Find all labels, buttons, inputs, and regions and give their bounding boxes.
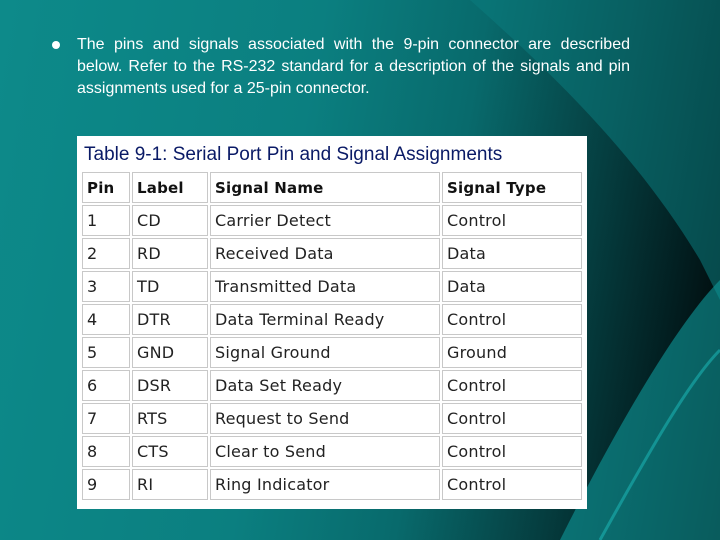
bullet-paragraph: The pins and signals associated with the 9-pin connector are described below. Refer to the RS-232 standard for a description of the signals and pin assignments used for a 25-pin connector. [77,36,630,97]
table-row [82,271,582,302]
signal-table-image [77,136,587,509]
cell-signal-type: Ground [442,337,582,368]
cell-signal-name: Transmitted Data [210,271,440,302]
cell-label: DSR [132,370,208,401]
header-signal-name: Signal Name [210,172,440,203]
cell-pin: 3 [82,271,130,302]
cell-pin: 2 [82,238,130,269]
cell-pin: 5 [82,337,130,368]
cell-pin: 9 [82,469,130,500]
cell-signal-name: Data Set Ready [210,370,440,401]
cell-pin: 6 [82,370,130,401]
cell-pin: 7 [82,403,130,434]
cell-signal-type: Control [442,469,582,500]
cell-label: RI [132,469,208,500]
table-row [82,436,582,467]
cell-label: CTS [132,436,208,467]
bullet-icon [52,41,60,49]
cell-label: GND [132,337,208,368]
table-row [82,205,582,236]
table-header-row [82,172,582,203]
cell-label: CD [132,205,208,236]
cell-label: DTR [132,304,208,335]
table-row [82,469,582,500]
cell-signal-name: Received Data [210,238,440,269]
cell-label: TD [132,271,208,302]
cell-pin: 8 [82,436,130,467]
cell-signal-name: Request to Send [210,403,440,434]
table-row [82,304,582,335]
cell-signal-name: Data Terminal Ready [210,304,440,335]
cell-signal-type: Control [442,436,582,467]
header-label: Label [132,172,208,203]
cell-signal-name: Signal Ground [210,337,440,368]
cell-signal-type: Control [442,370,582,401]
cell-signal-type: Control [442,205,582,236]
table-title: Table 9-1: Serial Port Pin and Signal Assignments [84,144,503,165]
cell-pin: 1 [82,205,130,236]
table-row [82,238,582,269]
cell-signal-type: Control [442,304,582,335]
cell-signal-name: Clear to Send [210,436,440,467]
header-pin: Pin [82,172,130,203]
cell-signal-type: Data [442,238,582,269]
cell-signal-name: Carrier Detect [210,205,440,236]
cell-label: RD [132,238,208,269]
table-row [82,403,582,434]
header-signal-type: Signal Type [442,172,582,203]
cell-signal-type: Data [442,271,582,302]
cell-signal-type: Control [442,403,582,434]
signal-table [80,170,584,502]
table-row [82,370,582,401]
cell-label: RTS [132,403,208,434]
table-row [82,337,582,368]
cell-pin: 4 [82,304,130,335]
cell-signal-name: Ring Indicator [210,469,440,500]
